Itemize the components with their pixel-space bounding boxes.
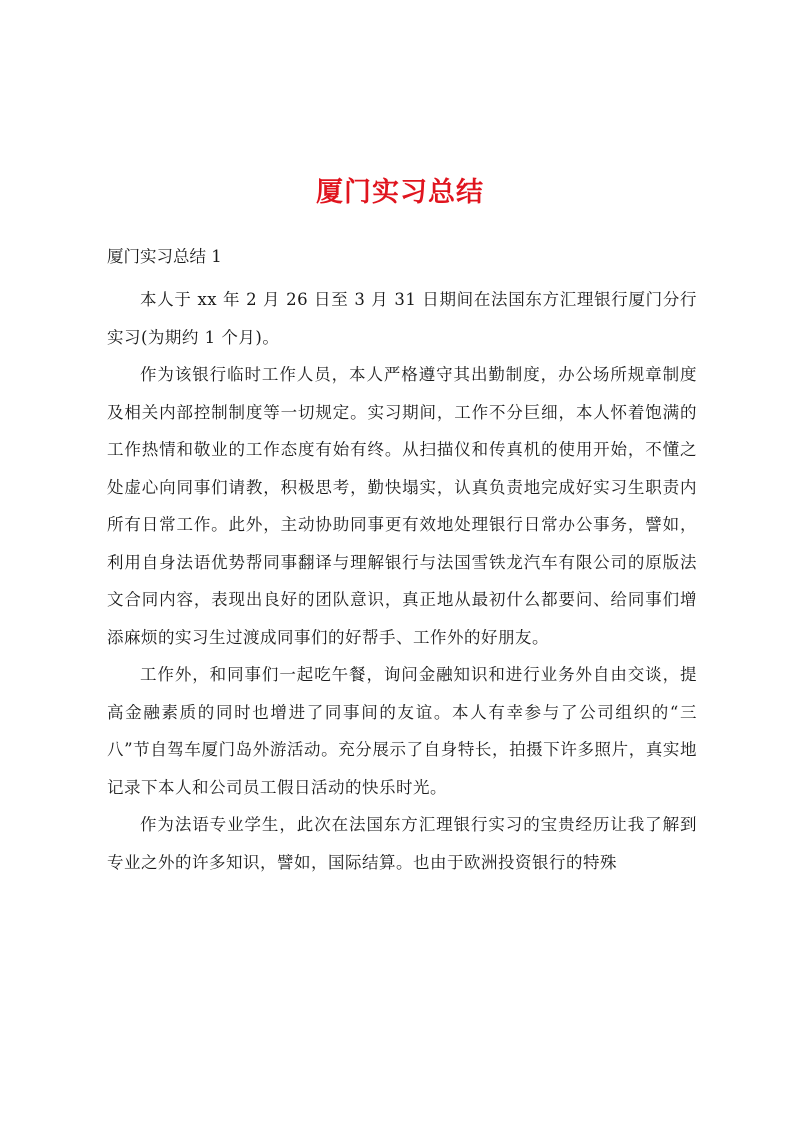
paragraph: 本人于 xx 年 2 月 26 日至 3 月 31 日期间在法国东方汇理银行厦门分行实习(为期约 1 个月)。 xyxy=(107,290,697,347)
document-title: 厦门实习总结 xyxy=(316,177,484,208)
document-body xyxy=(107,281,697,881)
paragraph: 作为该银行临时工作人员，本人严格遵守其出勤制度，办公场所规章制度及相关内部控制制度等一切规定。实习期间，工作不分巨细，本人怀着饱满的工作热情和敬业的工作态度有始有终。从扫描仪和传真机的使用开始，不懂之处虚心向同事们请教，积极思考，勤快塌实，认真负责地完成好实习生职责内所有日常工作。此外，主动协助同事更有效地处理银行日常办公事务，譬如，利用自身法语优势帮同事翻译与理解银行与法国雪铁龙汽车有限公司的原版法文合同内容，表现出良好的团队意识，真正地从最初什么都要问、给同事们增添麻烦的实习生过渡成同事们的好帮手、工作外的好朋友。 xyxy=(107,365,697,647)
section-heading: 厦门实习总结 1 xyxy=(107,247,222,266)
paragraph: 作为法语专业学生，此次在法国东方汇理银行实习的宝贵经历让我了解到专业之外的许多知识，譬如，国际结算。也由于欧洲投资银行的特殊 xyxy=(107,815,697,872)
paragraph: 工作外，和同事们一起吃午餐，询问金融知识和进行业务外自由交谈，提高金融素质的同时也增进了同事间的友谊。本人有幸参与了公司组织的“三八”节自驾车厦门岛外游活动。充分展示了自身特长，拍摄下许多照片，真实地记录下本人和公司员工假日活动的快乐时光。 xyxy=(107,665,697,797)
